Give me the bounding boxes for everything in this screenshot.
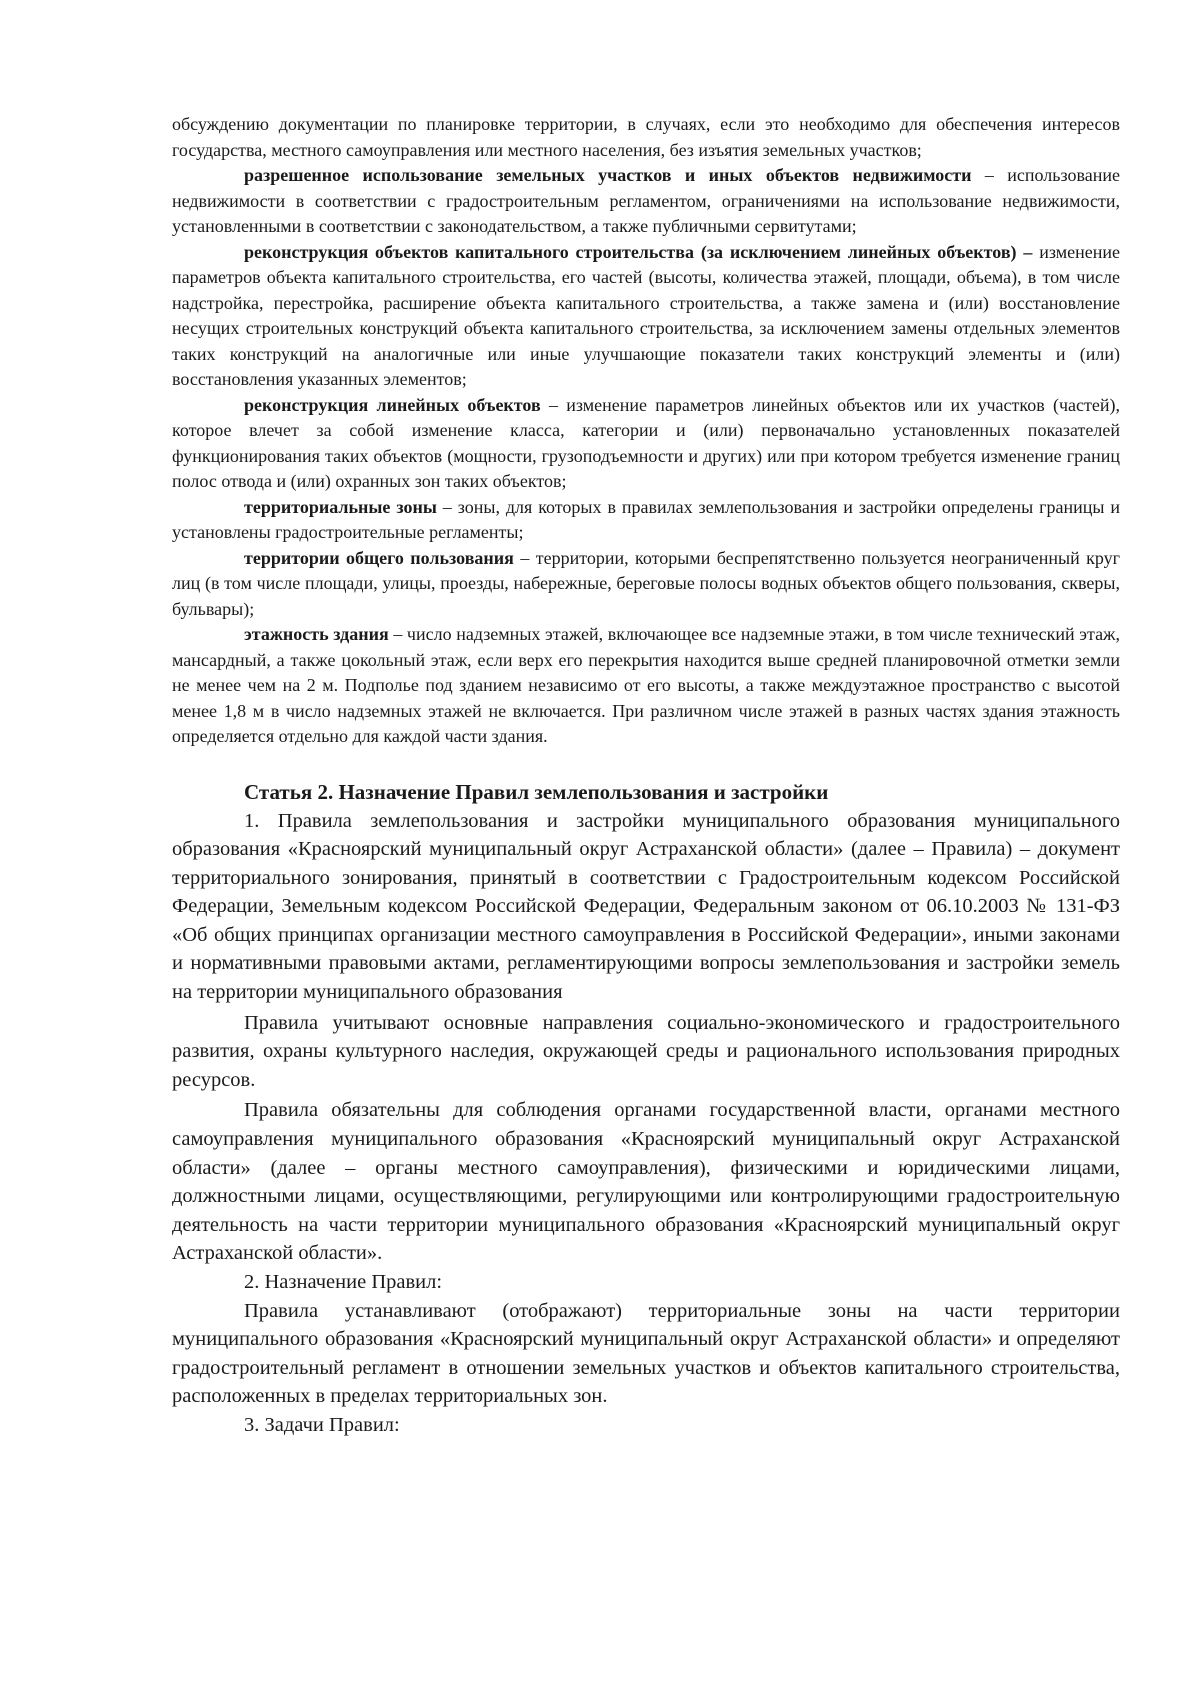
article-paragraph-1: 1. Правила землепользования и застройки муниципального образования муниципального образования «Красноярский муниципальный округ Астраханской области» (далее – Правила) – документ территориального зонирования, принятый в соответствии с Градостроительным кодексом Российской Федерации, Земельным кодексом Российской Федерации, Федеральным законом от 06.10.2003 № 131-ФЗ «Об общих принципах организации местного самоуправления в Российской Федерации», иными законами и нормативными правовыми актами, регламентирующими вопросы землепользования и застройки земель на территории муниципального образования bbox=[172, 809, 1120, 1004]
definitions-section bbox=[172, 112, 1120, 750]
term-reconstruction-capital: реконструкция объектов капитального строительства (за исключением линейных объектов) – bbox=[244, 241, 1033, 262]
term-reconstruction-linear: реконструкция линейных объектов bbox=[244, 394, 541, 415]
document-page bbox=[172, 112, 1120, 1440]
definition-reconstruction-capital bbox=[172, 240, 1120, 393]
definition-text: – зоны, для которых в правилах землепользования и застройки определены границы и установлены градостроительные регламенты; bbox=[172, 496, 1120, 542]
article-paragraph-6: 3. Задачи Правил: bbox=[244, 1413, 400, 1436]
term-permitted-use: разрешенное использование земельных участков и иных объектов недвижимости bbox=[244, 165, 972, 185]
article-paragraph-5: Правила устанавливают (отображают) территориальные зоны на части территории муниципального образования «Красноярский муниципальный округ Астраханской области» и определяют градостроительный регламент в отношении земельных участков и объектов капитального строительства, расположенных в пределах территориальных зон. bbox=[172, 1299, 1120, 1408]
definition-text: – территории, которыми беспрепятственно пользуется неограниченный круг лиц (в том числе площади, улицы, проезды, набережные, береговые полосы водных объектов общего пользования, скверы, бульвары); bbox=[172, 547, 1120, 619]
article-paragraph-4: 2. Назначение Правил: bbox=[244, 1271, 443, 1293]
term-territorial-zones: территориальные зоны bbox=[244, 496, 437, 517]
definition-permitted-use bbox=[172, 163, 1120, 240]
definition-text: – изменение параметров линейных объектов или их участков (частей), которое влечет за собой изменение класса, категории и (или) первоначально установленных показателей функционирования таких объектов (мощности, грузоподъемности и других) или при котором требуется изменение границ полос отвода и (или) охранных зон таких объектов; bbox=[172, 394, 1120, 491]
definition-reconstruction-linear bbox=[172, 393, 1120, 495]
article-heading: Статья 2. Назначение Правил землепользования и застройки bbox=[244, 779, 829, 804]
definition-text: – число надземных этажей, включающее все надземные этажи, в том числе технический этаж, мансардный, а также цокольный этаж, если верх его перекрытия находится выше средней планировочной отметки земли не менее чем на 2 м. Подполье под зданием независимо от его высоты, а также междуэтажное пространство с высотой менее 1,8 м в число надземных этажей не включается. При различном числе этажей в разных частях здания этажность определяется отдельно для каждой части здания. bbox=[172, 624, 1120, 746]
article-paragraph-2: Правила учитывают основные направления социально-экономического и градостроительного развития, охраны культурного наследия, окружающей среды и рационального использования природных ресурсов. bbox=[172, 1011, 1120, 1091]
definition-text: – использование недвижимости в соответствии с градостроительным регламентом, ограничениями на использование недвижимости, установленными в соответствии с законодательством, а также публичными сервитутами; bbox=[172, 165, 1120, 236]
definition-text: изменение параметров объекта капитального строительства, его частей (высоты, количества этажей, площади, объема), в том числе надстройка, перестройка, расширение объекта капитального строительства, а также замена и (или) восстановление несущих строительных конструкций объекта капитального строительства, за исключением замены отдельных элементов таких конструкций на аналогичные или иные улучшающие показатели таких конструкций элементы и (или) восстановления указанных элементов; bbox=[172, 241, 1120, 389]
definition-public-territories bbox=[172, 546, 1120, 623]
article-paragraph-3: Правила обязательны для соблюдения органами государственной власти, органами местного самоуправления муниципального образования «Красноярский муниципальный округ Астраханской области» (далее – органы местного самоуправления), физическими и юридическими лицами, должностными лицами, осуществляющими, регулирующими или контролирующими градостроительную деятельность на части территории муниципального образования «Красноярский муниципальный округ Астраханской области». bbox=[172, 1099, 1120, 1265]
paragraph-continuation: обсуждению документации по планировке территории, в случаях, если это необходимо для обеспечения интересов государства, местного самоуправления или местного населения, без изъятия земельных участков; bbox=[172, 114, 1120, 160]
definition-building-storeys bbox=[172, 622, 1120, 750]
definition-territorial-zones bbox=[172, 495, 1120, 546]
term-building-storeys: этажность здания bbox=[244, 624, 389, 644]
article-2-body bbox=[172, 807, 1120, 1440]
term-public-territories: территории общего пользования bbox=[244, 547, 514, 568]
